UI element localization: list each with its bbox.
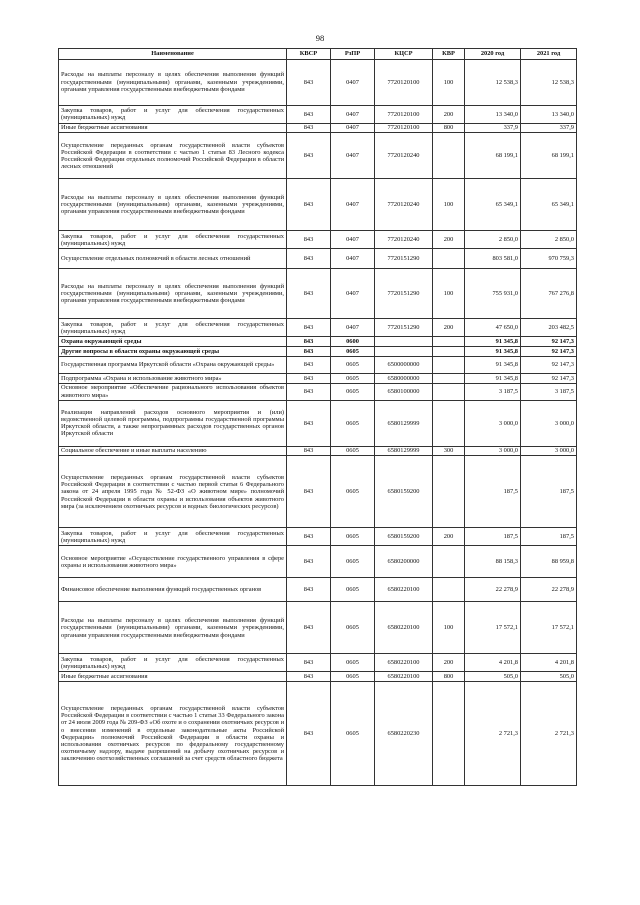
- cell-2020: 803 581,0: [465, 249, 521, 269]
- cell-kvr: [433, 456, 465, 528]
- cell-kvr: 200: [433, 319, 465, 337]
- cell-2021: 17 572,1: [521, 602, 577, 654]
- table-body: [59, 59, 577, 786]
- cell-2021: 2 850,0: [521, 231, 577, 249]
- cell-2020: 187,5: [465, 456, 521, 528]
- header-kvr: КВР: [433, 49, 465, 60]
- cell-2020: 755 931,0: [465, 269, 521, 319]
- cell-name: Основное мероприятие «Осуществление государственного управления в сфере охраны и использования животного мира»: [59, 546, 287, 578]
- cell-name: Реализация направлений расходов основного мероприятия и (или) ведомственной целевой программы, подпрограммы государственной программы Иркутской области, а также непрограммных расходов государственных органов Иркутской области: [59, 400, 287, 446]
- cell-kvsr: 843: [287, 546, 331, 578]
- cell-2020: 68 199,1: [465, 133, 521, 179]
- table-row: [59, 400, 577, 446]
- header-2021: 2021 год: [521, 49, 577, 60]
- cell-2021: 92 147,3: [521, 337, 577, 347]
- cell-kvr: [433, 337, 465, 347]
- cell-2021: 4 201,8: [521, 654, 577, 672]
- cell-2021: 12 538,3: [521, 59, 577, 105]
- cell-name: Закупка товаров, работ и услуг для обеспечения государственных (муниципальных) нужд: [59, 231, 287, 249]
- cell-rzpr: 0605: [331, 602, 375, 654]
- table-row: [59, 319, 577, 337]
- cell-2021: 187,5: [521, 456, 577, 528]
- cell-rzpr: 0407: [331, 319, 375, 337]
- cell-name: Осуществление переданных органам государственной власти субъектов Российской Федерации в соответствии с частью 1 статьи 83 Лесного кодекса Российской Федерации отдельных полномочий Российской Федерации в области лесных отношений: [59, 133, 287, 179]
- cell-kvsr: 843: [287, 654, 331, 672]
- budget-table: [58, 48, 577, 786]
- cell-2021: 505,0: [521, 672, 577, 682]
- cell-kvsr: 843: [287, 578, 331, 602]
- cell-rzpr: 0407: [331, 59, 375, 105]
- table-row: [59, 356, 577, 373]
- cell-kvsr: 843: [287, 59, 331, 105]
- cell-name: Расходы на выплаты персоналу в целях обеспечения выполнения функций государственными (муниципальными) органами, казенными учреждениями, органами управления государственными внебюджетными фондами: [59, 59, 287, 105]
- cell-rzpr: 0605: [331, 672, 375, 682]
- cell-2021: 68 199,1: [521, 133, 577, 179]
- cell-kcsr: 6580220100: [375, 578, 433, 602]
- cell-kcsr: 6580159200: [375, 528, 433, 546]
- cell-kcsr: 6580129999: [375, 400, 433, 446]
- cell-name: Финансовое обеспечение выполнения функций государственных органов: [59, 578, 287, 602]
- cell-rzpr: 0605: [331, 528, 375, 546]
- cell-kvsr: 843: [287, 179, 331, 231]
- cell-name: Охрана окружающей среды: [59, 337, 287, 347]
- cell-name: Иные бюджетные ассигнования: [59, 123, 287, 133]
- table-row: [59, 528, 577, 546]
- cell-2020: 13 340,0: [465, 105, 521, 123]
- table-row: [59, 249, 577, 269]
- cell-kvr: [433, 383, 465, 400]
- cell-rzpr: 0407: [331, 269, 375, 319]
- cell-name: Подпрограмма «Охрана и использование животного мира»: [59, 373, 287, 383]
- cell-rzpr: 0407: [331, 123, 375, 133]
- cell-2020: 3 000,0: [465, 400, 521, 446]
- cell-kvr: [433, 133, 465, 179]
- cell-name: Расходы на выплаты персоналу в целях обеспечения выполнения функций государственными (муниципальными) органами, казенными учреждениями, органами управления государственными внебюджетными фондами: [59, 602, 287, 654]
- cell-rzpr: 0605: [331, 546, 375, 578]
- cell-kvsr: 843: [287, 373, 331, 383]
- cell-kcsr: 7720151290: [375, 269, 433, 319]
- cell-2021: 92 147,3: [521, 347, 577, 357]
- cell-kvsr: 843: [287, 249, 331, 269]
- table-row: [59, 383, 577, 400]
- header-kcsr: КЦСР: [375, 49, 433, 60]
- cell-kvsr: 843: [287, 356, 331, 373]
- cell-2020: 17 572,1: [465, 602, 521, 654]
- cell-2021: 65 349,1: [521, 179, 577, 231]
- cell-kvsr: 843: [287, 123, 331, 133]
- cell-kvr: 100: [433, 59, 465, 105]
- cell-rzpr: 0605: [331, 373, 375, 383]
- cell-rzpr: 0407: [331, 249, 375, 269]
- cell-kcsr: 6500000000: [375, 356, 433, 373]
- cell-kvr: 200: [433, 105, 465, 123]
- cell-kcsr: 6580200000: [375, 546, 433, 578]
- cell-2020: 337,9: [465, 123, 521, 133]
- cell-kvsr: 843: [287, 269, 331, 319]
- table-row: [59, 578, 577, 602]
- cell-2020: 91 345,8: [465, 356, 521, 373]
- cell-2020: 4 201,8: [465, 654, 521, 672]
- cell-kvsr: 843: [287, 133, 331, 179]
- cell-name: Осуществление отдельных полномочий в области лесных отношений: [59, 249, 287, 269]
- table-row: [59, 546, 577, 578]
- cell-kvr: 200: [433, 654, 465, 672]
- table-row: [59, 446, 577, 456]
- cell-kvr: [433, 546, 465, 578]
- cell-kcsr: 7720120100: [375, 105, 433, 123]
- cell-name: Расходы на выплаты персоналу в целях обеспечения выполнения функций государственными (муниципальными) органами, казенными учреждениями, органами управления государственными внебюджетными фондами: [59, 269, 287, 319]
- cell-kvr: 100: [433, 602, 465, 654]
- cell-2021: 337,9: [521, 123, 577, 133]
- cell-2021: 767 276,8: [521, 269, 577, 319]
- cell-2020: 2 721,3: [465, 682, 521, 786]
- cell-2021: 187,5: [521, 528, 577, 546]
- cell-kvsr: 843: [287, 456, 331, 528]
- cell-kcsr: 6580220100: [375, 672, 433, 682]
- cell-kcsr: 6580220100: [375, 654, 433, 672]
- cell-2021: 3 000,0: [521, 400, 577, 446]
- cell-kvr: [433, 373, 465, 383]
- cell-kcsr: 7720120240: [375, 179, 433, 231]
- cell-kvr: 200: [433, 231, 465, 249]
- header-name: Наименование: [59, 49, 287, 60]
- cell-2021: 3 187,5: [521, 383, 577, 400]
- header-rzpr: РзПР: [331, 49, 375, 60]
- page-number: 98: [315, 33, 325, 43]
- table-row: [59, 179, 577, 231]
- cell-2021: 22 278,9: [521, 578, 577, 602]
- cell-rzpr: 0605: [331, 578, 375, 602]
- cell-2020: 12 538,3: [465, 59, 521, 105]
- cell-kcsr: 7720120100: [375, 123, 433, 133]
- cell-2020: 47 650,0: [465, 319, 521, 337]
- cell-name: Иные бюджетные ассигнования: [59, 672, 287, 682]
- cell-kvr: 800: [433, 123, 465, 133]
- cell-kcsr: [375, 347, 433, 357]
- cell-2020: 88 158,3: [465, 546, 521, 578]
- cell-rzpr: 0605: [331, 446, 375, 456]
- cell-name: Закупка товаров, работ и услуг для обеспечения государственных (муниципальных) нужд: [59, 654, 287, 672]
- cell-name: Другие вопросы в области охраны окружающей среды: [59, 347, 287, 357]
- cell-kvsr: 843: [287, 347, 331, 357]
- header-2020: 2020 год: [465, 49, 521, 60]
- cell-kcsr: 7720120100: [375, 59, 433, 105]
- cell-2021: 92 147,3: [521, 356, 577, 373]
- cell-kcsr: 6580220100: [375, 602, 433, 654]
- cell-kvr: 300: [433, 446, 465, 456]
- cell-kvr: [433, 249, 465, 269]
- cell-name: Расходы на выплаты персоналу в целях обеспечения выполнения функций государственными (муниципальными) органами, казенными учреждениями, органами управления государственными внебюджетными фондами: [59, 179, 287, 231]
- cell-name: Закупка товаров, работ и услуг для обеспечения государственных (муниципальных) нужд: [59, 528, 287, 546]
- cell-kvsr: 843: [287, 337, 331, 347]
- cell-name: Государственная программа Иркутской области «Охрана окружающей среды»: [59, 356, 287, 373]
- cell-2021: 2 721,3: [521, 682, 577, 786]
- table-row: [59, 456, 577, 528]
- cell-2021: 13 340,0: [521, 105, 577, 123]
- cell-kvsr: 843: [287, 383, 331, 400]
- cell-kvr: [433, 578, 465, 602]
- header-kvsr: КВСР: [287, 49, 331, 60]
- cell-rzpr: 0600: [331, 337, 375, 347]
- table-row: [59, 602, 577, 654]
- cell-name: Закупка товаров, работ и услуг для обеспечения государственных (муниципальных) нужд: [59, 319, 287, 337]
- cell-2021: 970 759,3: [521, 249, 577, 269]
- table-row: [59, 269, 577, 319]
- cell-rzpr: 0407: [331, 105, 375, 123]
- cell-2021: 203 482,5: [521, 319, 577, 337]
- cell-2020: 2 850,0: [465, 231, 521, 249]
- cell-2020: 3 187,5: [465, 383, 521, 400]
- cell-kvr: [433, 400, 465, 446]
- cell-rzpr: 0605: [331, 356, 375, 373]
- cell-kcsr: 6580129999: [375, 446, 433, 456]
- cell-kcsr: 7720120240: [375, 231, 433, 249]
- table-row: [59, 337, 577, 347]
- cell-kvsr: 843: [287, 400, 331, 446]
- cell-name: Закупка товаров, работ и услуг для обеспечения государственных (муниципальных) нужд: [59, 105, 287, 123]
- cell-kcsr: 7720151290: [375, 319, 433, 337]
- cell-kvsr: 843: [287, 231, 331, 249]
- table-row: [59, 133, 577, 179]
- cell-name: Социальное обеспечение и иные выплаты населению: [59, 446, 287, 456]
- cell-kvr: 800: [433, 672, 465, 682]
- cell-rzpr: 0407: [331, 133, 375, 179]
- cell-rzpr: 0605: [331, 400, 375, 446]
- cell-name: Осуществление переданных органам государственной власти субъектов Российской Федерации в соответствии с частью 1 статьи 33 Федерального закона от 24 июля 2009 года № 209-ФЗ «Об охоте и о сохранении охотничьих ресурсов и о внесении изменений в отдельные законодательные акты Российской Федерации» полномочий Российской Федерации в области охраны и использования охотничьих ресурсов по федеральному государственному охотничьему надзору, выдаче разрешений на добычу охотничьих ресурсов и заключению охотхозяйственных соглашений за счет средств областного бюджета: [59, 682, 287, 786]
- table-row: [59, 682, 577, 786]
- cell-rzpr: 0605: [331, 654, 375, 672]
- cell-2020: 65 349,1: [465, 179, 521, 231]
- cell-rzpr: 0605: [331, 383, 375, 400]
- cell-kvr: 100: [433, 269, 465, 319]
- cell-kcsr: 6580159200: [375, 456, 433, 528]
- cell-kcsr: 7720120240: [375, 133, 433, 179]
- cell-kcsr: 6580000000: [375, 373, 433, 383]
- cell-kvr: [433, 682, 465, 786]
- cell-2020: 91 345,8: [465, 337, 521, 347]
- cell-kvsr: 843: [287, 105, 331, 123]
- cell-name: Осуществление переданных органам государственной власти субъектов Российской Федерации в соответствии с частью первой статьи 6 Федерального закона от 24 апреля 1995 года № 52-ФЗ «О животном мире» полномочий Российской Федерации в области охраны и использования объектов животного мира (за исключением охотничьих ресурсов и водных биологических ресурсов): [59, 456, 287, 528]
- cell-2020: 187,5: [465, 528, 521, 546]
- cell-rzpr: 0407: [331, 179, 375, 231]
- table-header-row: [59, 49, 577, 60]
- cell-name: Основное мероприятие «Обеспечение рационального использования объектов животного мира»: [59, 383, 287, 400]
- cell-kvsr: 843: [287, 446, 331, 456]
- cell-2021: 3 000,0: [521, 446, 577, 456]
- cell-kvsr: 843: [287, 602, 331, 654]
- cell-2020: 505,0: [465, 672, 521, 682]
- cell-2020: 91 345,8: [465, 373, 521, 383]
- cell-kvsr: 843: [287, 682, 331, 786]
- cell-rzpr: 0407: [331, 231, 375, 249]
- table-row: [59, 654, 577, 672]
- cell-2021: 88 959,8: [521, 546, 577, 578]
- cell-rzpr: 0605: [331, 682, 375, 786]
- cell-kcsr: 6580220230: [375, 682, 433, 786]
- table-row: [59, 123, 577, 133]
- cell-kcsr: 7720151290: [375, 249, 433, 269]
- table-row: [59, 105, 577, 123]
- table-row: [59, 373, 577, 383]
- cell-kvr: 100: [433, 179, 465, 231]
- cell-kvsr: 843: [287, 672, 331, 682]
- cell-kvsr: 843: [287, 528, 331, 546]
- cell-kvr: [433, 347, 465, 357]
- cell-kvr: [433, 356, 465, 373]
- cell-2020: 3 000,0: [465, 446, 521, 456]
- cell-2020: 91 345,8: [465, 347, 521, 357]
- cell-kcsr: 6580100000: [375, 383, 433, 400]
- cell-2021: 92 147,3: [521, 373, 577, 383]
- cell-kvsr: 843: [287, 319, 331, 337]
- cell-2020: 22 278,9: [465, 578, 521, 602]
- cell-kvr: 200: [433, 528, 465, 546]
- cell-rzpr: 0605: [331, 456, 375, 528]
- table-row: [59, 59, 577, 105]
- table-row: [59, 672, 577, 682]
- cell-rzpr: 0605: [331, 347, 375, 357]
- table-row: [59, 347, 577, 357]
- table-row: [59, 231, 577, 249]
- cell-kcsr: [375, 337, 433, 347]
